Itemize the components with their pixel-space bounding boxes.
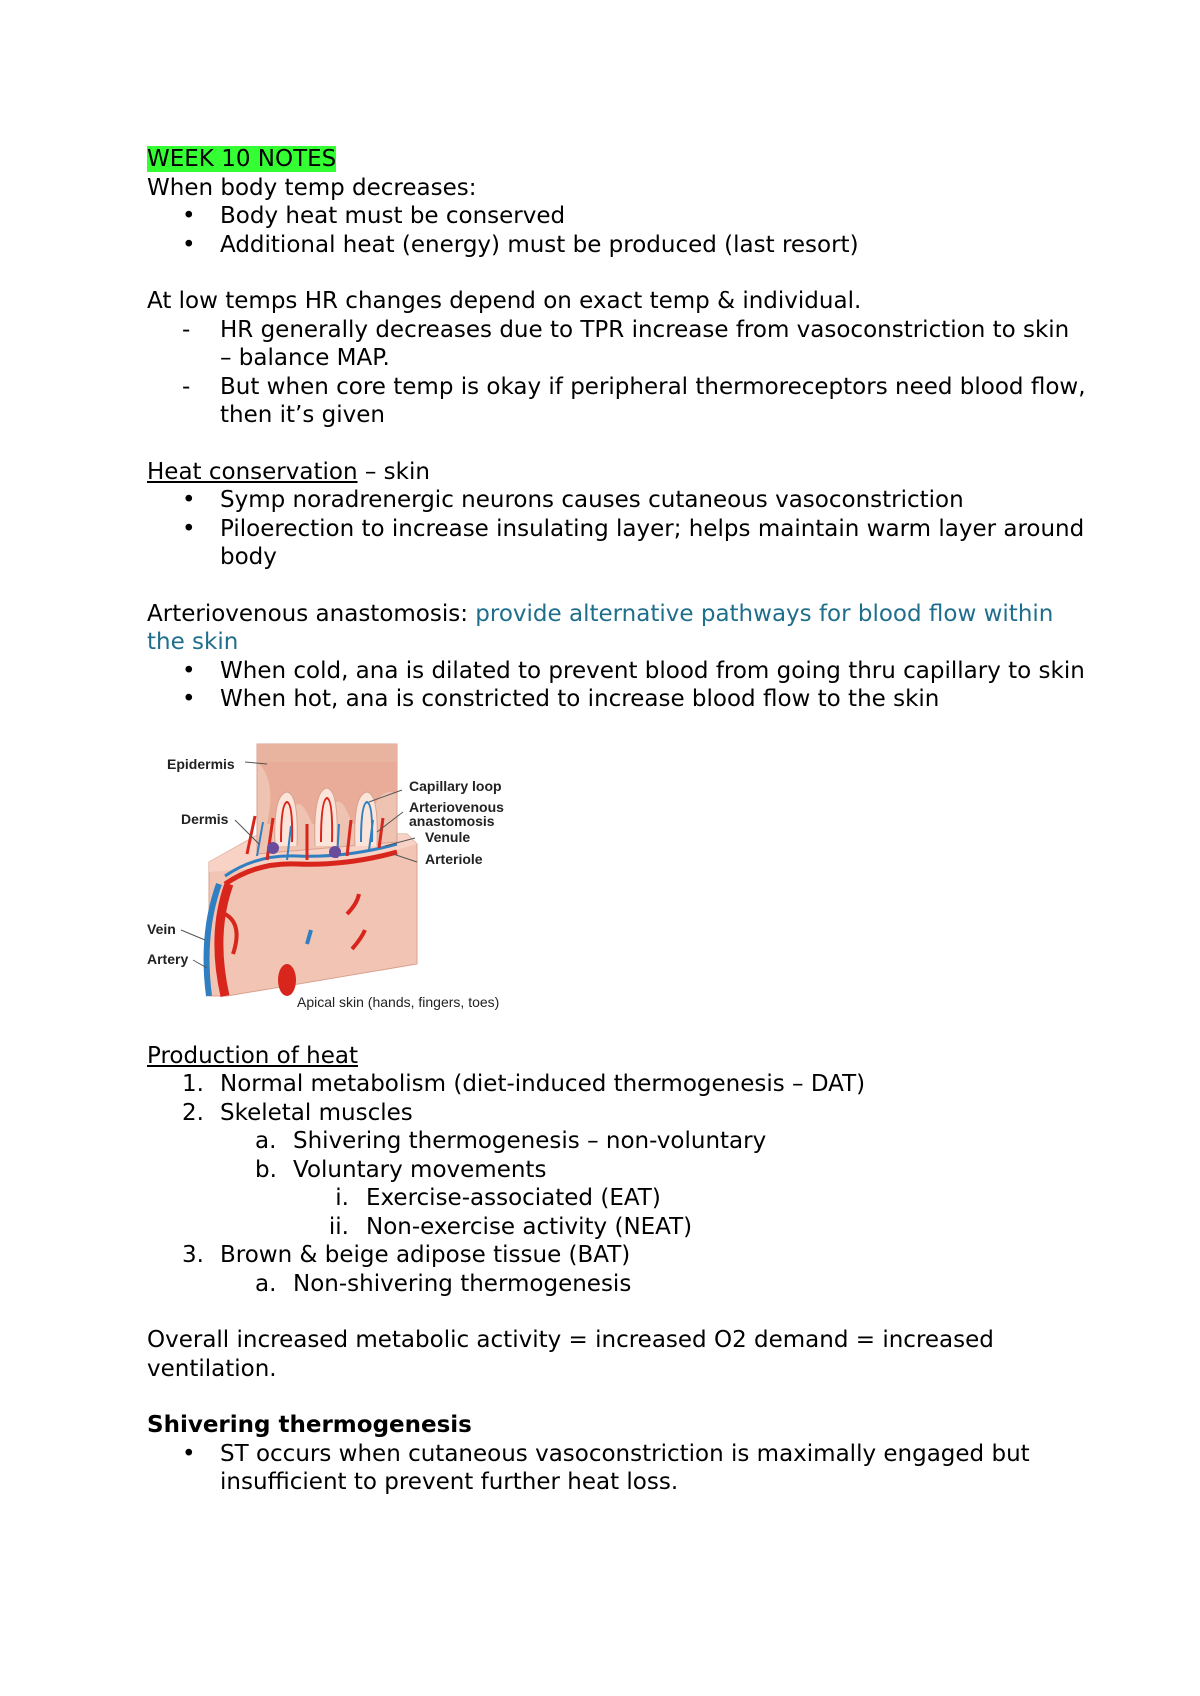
list-item-text: When cold, ana is dilated to prevent blood from going thru capillary to skin bbox=[220, 657, 1085, 684]
title-highlight: WEEK 10 NOTES bbox=[147, 146, 337, 172]
label-ava-line1: Arteriovenous bbox=[409, 798, 504, 815]
list-marker: i. bbox=[335, 1185, 349, 1211]
intro-heading: When body temp decreases: bbox=[147, 174, 477, 201]
production-title: Production of heat bbox=[147, 1042, 358, 1069]
label-vein: Vein bbox=[147, 920, 176, 937]
list-item bbox=[147, 231, 1087, 260]
label-ava-line2: anastomosis bbox=[409, 812, 495, 829]
list-item bbox=[147, 316, 1087, 373]
figure-caption: Apical skin (hands, fingers, toes) bbox=[297, 993, 500, 1010]
page-title bbox=[147, 145, 1087, 174]
bullet-marker: • bbox=[182, 657, 196, 684]
overall-statement: Overall increased metabolic activity = increased O2 demand = increased ventilation. bbox=[147, 1327, 994, 1382]
list-item-text: HR generally decreases due to TPR increase from vasoconstriction to skin – balance MAP. bbox=[220, 316, 1070, 371]
list-marker: a. bbox=[255, 1128, 277, 1154]
dash-marker: - bbox=[182, 373, 191, 400]
list-item-text: When hot, ana is constricted to increase blood flow to the skin bbox=[220, 686, 940, 712]
bullet-marker: • bbox=[182, 231, 196, 258]
list-item-text: Skeletal muscles bbox=[220, 1099, 413, 1126]
label-artery: Artery bbox=[147, 950, 189, 967]
list-item-text: Body heat must be conserved bbox=[220, 203, 566, 229]
bullet-marker: • bbox=[182, 686, 196, 712]
shivering-list bbox=[147, 1440, 1087, 1497]
heat-conservation-suffix: – skin bbox=[357, 458, 430, 485]
list-item-text: Exercise-associated (EAT) bbox=[366, 1185, 661, 1211]
list-item bbox=[147, 202, 1087, 231]
list-item bbox=[147, 1241, 1087, 1270]
list-item bbox=[147, 1184, 1087, 1213]
bullet-marker: • bbox=[182, 515, 196, 542]
list-item bbox=[147, 486, 1087, 515]
list-item bbox=[147, 685, 1087, 714]
list-item bbox=[147, 1156, 1087, 1185]
list-marker: b. bbox=[255, 1156, 277, 1183]
skin-illustration bbox=[147, 734, 527, 1024]
label-epidermis: Epidermis bbox=[167, 755, 235, 772]
list-item-text: Normal metabolism (diet-induced thermogenesis – DAT) bbox=[220, 1071, 866, 1097]
low-temps-list bbox=[147, 316, 1087, 430]
heat-conservation-title: Heat conservation bbox=[147, 458, 358, 485]
production-list bbox=[147, 1070, 1087, 1298]
bullet-marker: • bbox=[182, 1440, 196, 1467]
list-item-text: Non-shivering thermogenesis bbox=[293, 1270, 632, 1297]
label-capillary-loop: Capillary loop bbox=[409, 777, 502, 794]
ava-label: Arteriovenous anastomosis: bbox=[147, 600, 476, 627]
label-dermis: Dermis bbox=[181, 810, 229, 827]
list-marker: ii. bbox=[328, 1213, 349, 1240]
ava-list bbox=[147, 657, 1087, 714]
intro-list bbox=[147, 202, 1087, 259]
ava-heading bbox=[147, 600, 1087, 657]
list-marker: 1. bbox=[182, 1071, 204, 1097]
list-item bbox=[147, 373, 1087, 430]
list-item-text: ST occurs when cutaneous vasoconstriction is maximally engaged but insufficient to prevent further heat loss. bbox=[220, 1440, 1030, 1495]
list-item-text: But when core temp is okay if peripheral thermoreceptors need blood flow, then it’s given bbox=[220, 373, 1086, 428]
list-item bbox=[147, 1127, 1087, 1156]
heat-conservation-list bbox=[147, 486, 1087, 572]
bullet-marker: • bbox=[182, 487, 196, 513]
list-item-text: Non-exercise activity (NEAT) bbox=[366, 1213, 693, 1240]
list-item-text: Symp noradrenergic neurons causes cutaneous vasoconstriction bbox=[220, 487, 964, 513]
list-item bbox=[147, 657, 1087, 686]
list-item-text: Shivering thermogenesis – non-voluntary bbox=[293, 1128, 767, 1154]
list-item bbox=[147, 1440, 1087, 1497]
dash-marker: - bbox=[182, 316, 191, 343]
list-marker: a. bbox=[255, 1270, 277, 1297]
label-venule: Venule bbox=[425, 828, 471, 845]
list-item-text: Voluntary movements bbox=[293, 1156, 547, 1183]
heat-conservation-heading bbox=[147, 458, 1087, 487]
list-item-text: Brown & beige adipose tissue (BAT) bbox=[220, 1242, 631, 1268]
shivering-heading: Shivering thermogenesis bbox=[147, 1412, 472, 1438]
list-item bbox=[147, 1270, 1087, 1299]
list-item bbox=[147, 1213, 1087, 1242]
label-arteriole: Arteriole bbox=[425, 850, 483, 867]
ava-definition: provide alternative pathways for blood flow within the skin bbox=[147, 600, 1054, 655]
list-marker: 3. bbox=[182, 1242, 204, 1268]
notes-body bbox=[147, 145, 1087, 1497]
list-item bbox=[147, 1070, 1087, 1099]
list-marker: 2. bbox=[182, 1099, 204, 1126]
list-item-text: Additional heat (energy) must be produced (last resort) bbox=[220, 231, 859, 258]
skin-diagram bbox=[147, 734, 527, 1024]
list-item-text: Piloerection to increase insulating layer; helps maintain warm layer around body bbox=[220, 515, 1085, 570]
production-heading bbox=[147, 1042, 1087, 1071]
list-item bbox=[147, 1099, 1087, 1128]
list-item bbox=[147, 515, 1087, 572]
bullet-marker: • bbox=[182, 203, 196, 229]
low-temps-heading: At low temps HR changes depend on exact temp & individual. bbox=[147, 288, 862, 314]
